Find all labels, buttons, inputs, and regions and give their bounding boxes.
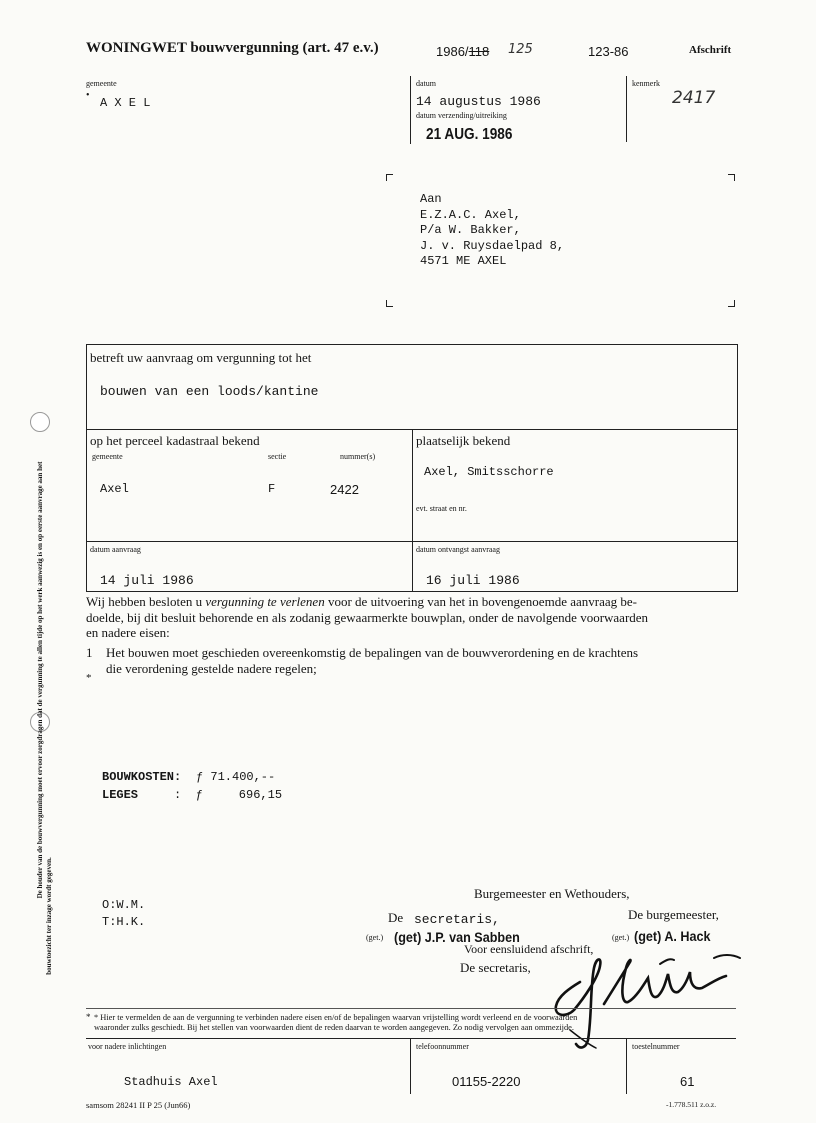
tel-value: 01155-2220 bbox=[452, 1074, 521, 1089]
address-line-3: P/a W. Bakker, bbox=[420, 223, 521, 238]
decision-line-2: doelde, bij dit besluit behorende en als zodanig gewaarmerkte bouwplan, onder de navolgende voorwaarden bbox=[86, 609, 649, 625]
decision-line-1 bbox=[86, 594, 648, 610]
leges-value: : ƒ 696,15 bbox=[174, 788, 283, 802]
col-gemeente-label: gemeente bbox=[92, 452, 123, 461]
toestel-label: toestelnummer bbox=[632, 1042, 680, 1051]
toestel-value: 61 bbox=[680, 1074, 695, 1089]
decision-after: voor de uitvoering van het in bovengenoemde aanvraag be- bbox=[324, 594, 637, 609]
leges-label: LEGES bbox=[102, 788, 139, 802]
bouwkosten-label: BOUWKOSTEN: bbox=[102, 770, 182, 784]
straat-label: evt. straat en nr. bbox=[416, 504, 467, 513]
col-nummers-label: nummer(s) bbox=[340, 452, 376, 461]
form-divider bbox=[412, 429, 413, 591]
datum-value: 14 augustus 1986 bbox=[416, 94, 541, 109]
address-line-1: Aan bbox=[420, 192, 442, 206]
get-prefix-burg: (get.) bbox=[612, 933, 630, 942]
footnote-star: * bbox=[86, 1012, 91, 1022]
info-value: Stadhuis Axel bbox=[124, 1075, 218, 1089]
side-note-2: bouwtoezicht ter inzage wordt gegeven. bbox=[45, 857, 53, 975]
decision-emphasis: vergunning te verlenen bbox=[205, 594, 325, 609]
address-block bbox=[420, 192, 564, 270]
year-number bbox=[436, 44, 489, 59]
voor-eensluidend: Voor eensluidend afschrift, bbox=[464, 942, 594, 956]
footnote-line-2: waaronder zulks geschiedt. Bij het stellen van voorwaarden dient de reden daarvan te worden aangegeven. Zo nodig vervolgen aan ommezijde. bbox=[94, 1023, 574, 1032]
betreft-value: bouwen van een loods/kantine bbox=[100, 384, 319, 399]
printer-left: samsom 28241 II P 25 (Jun66) bbox=[86, 1100, 191, 1110]
perceel-label: op het perceel kadastraal bekend bbox=[90, 433, 260, 448]
window-corner-tl bbox=[386, 174, 393, 181]
get-burgemeester: (get) A. Hack bbox=[634, 928, 711, 944]
initials-2: T:H.K. bbox=[102, 915, 146, 929]
perceel-sectie-value: F bbox=[268, 482, 276, 496]
window-corner-bl bbox=[386, 300, 393, 307]
meta-divider-2 bbox=[626, 76, 627, 142]
verzending-stamp: 21 AUG. 1986 bbox=[426, 126, 513, 143]
contact-rule bbox=[86, 1038, 736, 1039]
decision-text bbox=[86, 594, 648, 641]
window-corner-br bbox=[728, 300, 735, 307]
de-label: De bbox=[388, 910, 404, 925]
corrected-number: 125 bbox=[508, 42, 533, 57]
side-note: De houder van de bouwvergunning moet ervoor zorgdragen dat de vergunning te allen tijde op het werk aanwezig is en op eerste aanvrage aan het bbox=[36, 461, 44, 899]
tel-label: telefoonnummer bbox=[416, 1042, 469, 1051]
printer-right: -1.778.511 z.o.z. bbox=[666, 1100, 717, 1109]
footnote-rule bbox=[86, 1008, 736, 1009]
get-prefix-sec: (get.) bbox=[366, 933, 384, 942]
document-title: WONINGWET bouwvergunning (art. 47 e.v.) bbox=[86, 40, 379, 56]
kenmerk-value: 2417 bbox=[672, 88, 716, 108]
decision-before: Wij hebben besloten u bbox=[86, 594, 206, 609]
window-corner-tr bbox=[728, 174, 735, 181]
decision-line-3: en nadere eisen: bbox=[86, 625, 170, 640]
betreft-label: betreft uw aanvraag om vergunning tot het bbox=[90, 350, 312, 365]
contact-divider-2 bbox=[626, 1038, 627, 1094]
reference-code: 123-86 bbox=[588, 44, 629, 59]
struck-number: 118 bbox=[468, 44, 490, 59]
secretaris-typed: secretaris, bbox=[414, 912, 500, 927]
secretaris-label: De secretaris, bbox=[460, 960, 531, 975]
col-sectie-label: sectie bbox=[268, 452, 287, 461]
condition-number: 1 bbox=[86, 645, 93, 660]
bullet-mark: • bbox=[86, 90, 90, 101]
perceel-gemeente-value: Axel bbox=[100, 482, 129, 496]
datum-label: datum bbox=[416, 79, 436, 88]
verzending-label: datum verzending/uitreiking bbox=[416, 111, 507, 120]
year-prefix: 1986/ bbox=[436, 44, 469, 59]
meta-divider-1 bbox=[410, 76, 411, 144]
footnote-line-1: * Hier te vermelden de aan de vergunning te verbinden nadere eisen en/of de bepalingen waarvan vrijstelling wordt verleend en de voorwaarden bbox=[94, 1013, 578, 1022]
plaats-value: Axel, Smitsschorre bbox=[424, 465, 554, 479]
kenmerk-label: kenmerk bbox=[632, 79, 660, 88]
address-line-4: J. v. Ruysdaelpad 8, bbox=[420, 238, 565, 253]
info-label: voor nadere inlichtingen bbox=[88, 1042, 167, 1051]
gemeente-label: gemeente bbox=[86, 79, 117, 88]
copy-label: Afschrift bbox=[689, 44, 732, 56]
condition-star: * bbox=[86, 672, 92, 684]
contact-divider-1 bbox=[410, 1038, 411, 1094]
condition-line-2: die verordening gestelde nadere regelen; bbox=[106, 660, 317, 676]
gemeente-value: A X E L bbox=[100, 96, 151, 110]
address-line-2: E.Z.A.C. Axel, bbox=[420, 207, 521, 222]
condition-text bbox=[106, 645, 638, 676]
ontvangst-label: datum ontvangst aanvraag bbox=[416, 545, 500, 554]
bw-heading: Burgemeester en Wethouders, bbox=[474, 886, 630, 901]
get-secretaris: (get) J.P. van Sabben bbox=[394, 929, 520, 945]
aanvraag-label: datum aanvraag bbox=[90, 545, 141, 554]
initials-1: O:W.M. bbox=[102, 898, 146, 912]
condition-line-1: Het bouwen moet geschieden overeenkomstig de bepalingen van de bouwverordening en de krachtens bbox=[106, 645, 639, 660]
address-line-5: 4571 ME AXEL bbox=[420, 254, 507, 269]
plaats-label: plaatselijk bekend bbox=[416, 433, 511, 448]
perceel-nummer-value: 2422 bbox=[330, 482, 359, 497]
form-box bbox=[86, 344, 738, 592]
aanvraag-value: 14 juli 1986 bbox=[100, 573, 194, 588]
bouwkosten-value: ƒ 71.400,-- bbox=[196, 770, 276, 784]
footnote-text bbox=[94, 1013, 577, 1033]
ontvangst-value: 16 juli 1986 bbox=[426, 573, 520, 588]
burgemeester-label: De burgemeester, bbox=[628, 907, 719, 922]
